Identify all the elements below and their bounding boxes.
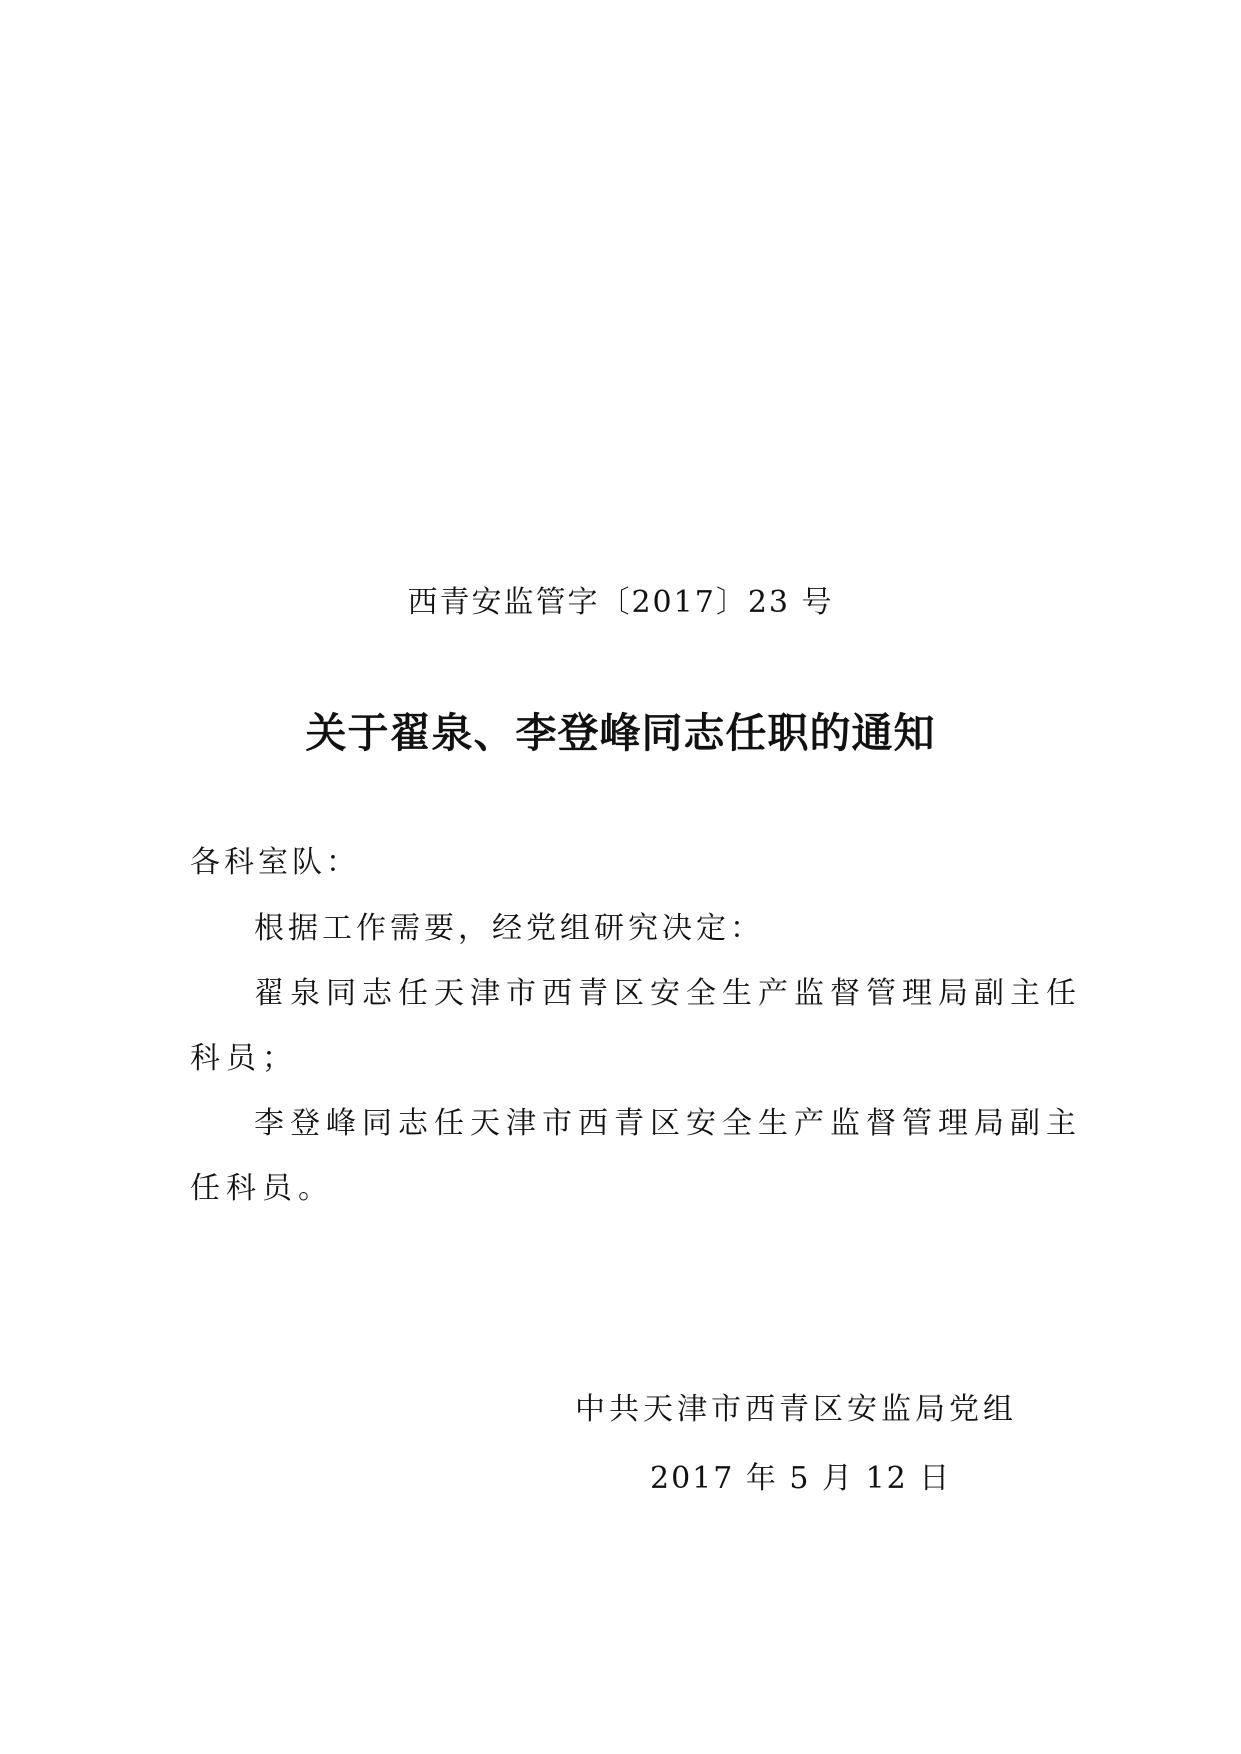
paragraph-appointment-zhai-line2: 科员； (190, 1041, 298, 1076)
document-number: 西青安监管字〔2017〕23 号 (407, 585, 834, 620)
document-title: 关于翟泉、李登峰同志任职的通知 (305, 709, 936, 757)
paragraph-appointment-li-line2: 任科员。 (190, 1171, 334, 1206)
paragraph-appointment-zhai-line1: 翟泉同志任天津市西青区安全生产监督管理局副主任 (254, 976, 1082, 1011)
salutation: 各科室队： (190, 845, 360, 880)
signature-date: 2017 年 5 月 12 日 (650, 1461, 952, 1496)
paragraph-appointment-li-line1: 李登峰同志任天津市西青区安全生产监督管理局副主 (254, 1106, 1082, 1141)
paragraph-basis: 根据工作需要，经党组研究决定： (254, 911, 764, 946)
signature-organization: 中共天津市西青区安监局党组 (575, 1392, 1017, 1427)
